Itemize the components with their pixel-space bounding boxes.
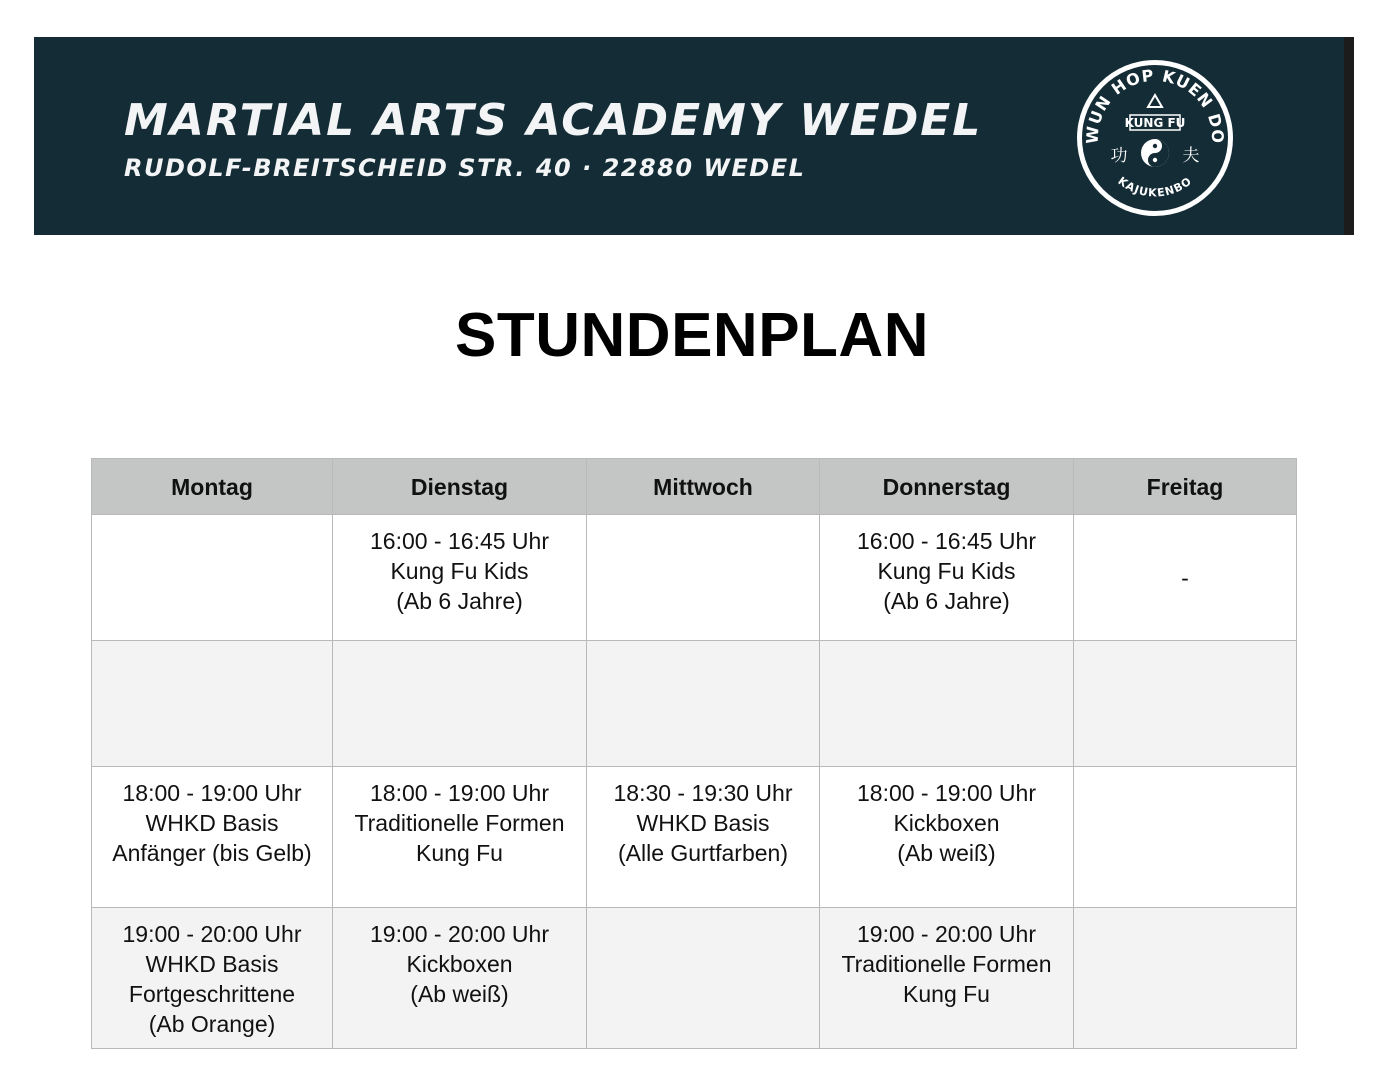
- class-time: 16:00 - 16:45 Uhr: [856, 528, 1036, 554]
- table-row: [92, 908, 1297, 1049]
- class-name: Kung Fu Kids: [390, 558, 529, 584]
- table-row: [92, 515, 1297, 641]
- schedule-table: [91, 458, 1297, 1049]
- class-name: WHKD Basis: [145, 810, 279, 836]
- class-name: Kung Fu Kids: [877, 558, 1016, 584]
- table-cell: [820, 767, 1074, 908]
- table-cell: [587, 908, 820, 1049]
- class-time: 18:00 - 19:00 Uhr: [369, 780, 549, 806]
- table-cell: [92, 641, 333, 767]
- table-cell: [1074, 641, 1297, 767]
- class-note: Kung Fu: [903, 981, 990, 1007]
- logo-emblem: [1074, 57, 1236, 219]
- class-note: (Ab 6 Jahre): [883, 588, 1010, 614]
- class-name: Traditionelle Formen: [354, 810, 565, 836]
- class-level: Fortgeschrittene: [128, 981, 296, 1007]
- class-time: 18:00 - 19:00 Uhr: [122, 780, 302, 806]
- table-cell: [1074, 767, 1297, 908]
- class-name: WHKD Basis: [636, 810, 770, 836]
- table-cell: [333, 908, 587, 1049]
- logo-glyph-right: 夫: [1182, 146, 1200, 166]
- table-cell: [333, 515, 587, 641]
- class-note: (Ab weiß): [410, 981, 509, 1007]
- header-wednesday: Mittwoch: [587, 459, 820, 515]
- class-time: 19:00 - 20:00 Uhr: [122, 921, 302, 947]
- class-note: Anfänger (bis Gelb): [112, 840, 312, 866]
- logo-text-center: KUNG FU: [1124, 116, 1186, 130]
- logo-text-top: WUN HOP KUEN DO: [1082, 65, 1228, 145]
- class-note: Kung Fu: [416, 840, 503, 866]
- class-name: Traditionelle Formen: [841, 951, 1052, 977]
- table-cell: [1074, 515, 1297, 641]
- class-time: 19:00 - 20:00 Uhr: [369, 921, 549, 947]
- class-name: Kickboxen: [893, 810, 1000, 836]
- logo-text-bottom: KAJUKENBO: [1115, 174, 1195, 200]
- no-class-dash: -: [1181, 564, 1189, 591]
- logo-glyph-left: 功: [1110, 146, 1128, 166]
- table-cell: [333, 767, 587, 908]
- class-note: (Ab weiß): [897, 840, 996, 866]
- header-monday: Montag: [92, 459, 333, 515]
- header-row: [92, 459, 1297, 515]
- table-cell: [820, 908, 1074, 1049]
- table-cell: [92, 515, 333, 641]
- class-note: (Ab 6 Jahre): [396, 588, 523, 614]
- table-cell: [587, 767, 820, 908]
- table-cell: [1074, 908, 1297, 1049]
- header-tuesday: Dienstag: [333, 459, 587, 515]
- class-time: 16:00 - 16:45 Uhr: [369, 528, 549, 554]
- table-cell: [587, 641, 820, 767]
- table-cell: [92, 908, 333, 1049]
- class-time: 18:30 - 19:30 Uhr: [613, 780, 793, 806]
- header-friday: Freitag: [1074, 459, 1297, 515]
- table-row: [92, 641, 1297, 767]
- table-cell: [820, 641, 1074, 767]
- class-time: 19:00 - 20:00 Uhr: [856, 921, 1036, 947]
- table-row: [92, 767, 1297, 908]
- academy-name: MARTIAL ARTS ACADEMY WEDEL: [124, 95, 983, 146]
- table-cell: [820, 515, 1074, 641]
- header-thursday: Donnerstag: [820, 459, 1074, 515]
- table-cell: [92, 767, 333, 908]
- class-note: (Alle Gurtfarben): [617, 840, 788, 866]
- header-banner: [34, 37, 1354, 235]
- class-name: Kickboxen: [406, 951, 513, 977]
- class-name: WHKD Basis: [145, 951, 279, 977]
- class-time: 18:00 - 19:00 Uhr: [856, 780, 1036, 806]
- kung-fu-logo: [1074, 57, 1236, 219]
- academy-address: RUDOLF-BREITSCHEID STR. 40 · 22880 WEDEL: [124, 154, 806, 182]
- table-cell: [333, 641, 587, 767]
- table-cell: [587, 515, 820, 641]
- page-title: STUNDENPLAN: [455, 301, 929, 370]
- class-note: (Ab Orange): [148, 1011, 276, 1037]
